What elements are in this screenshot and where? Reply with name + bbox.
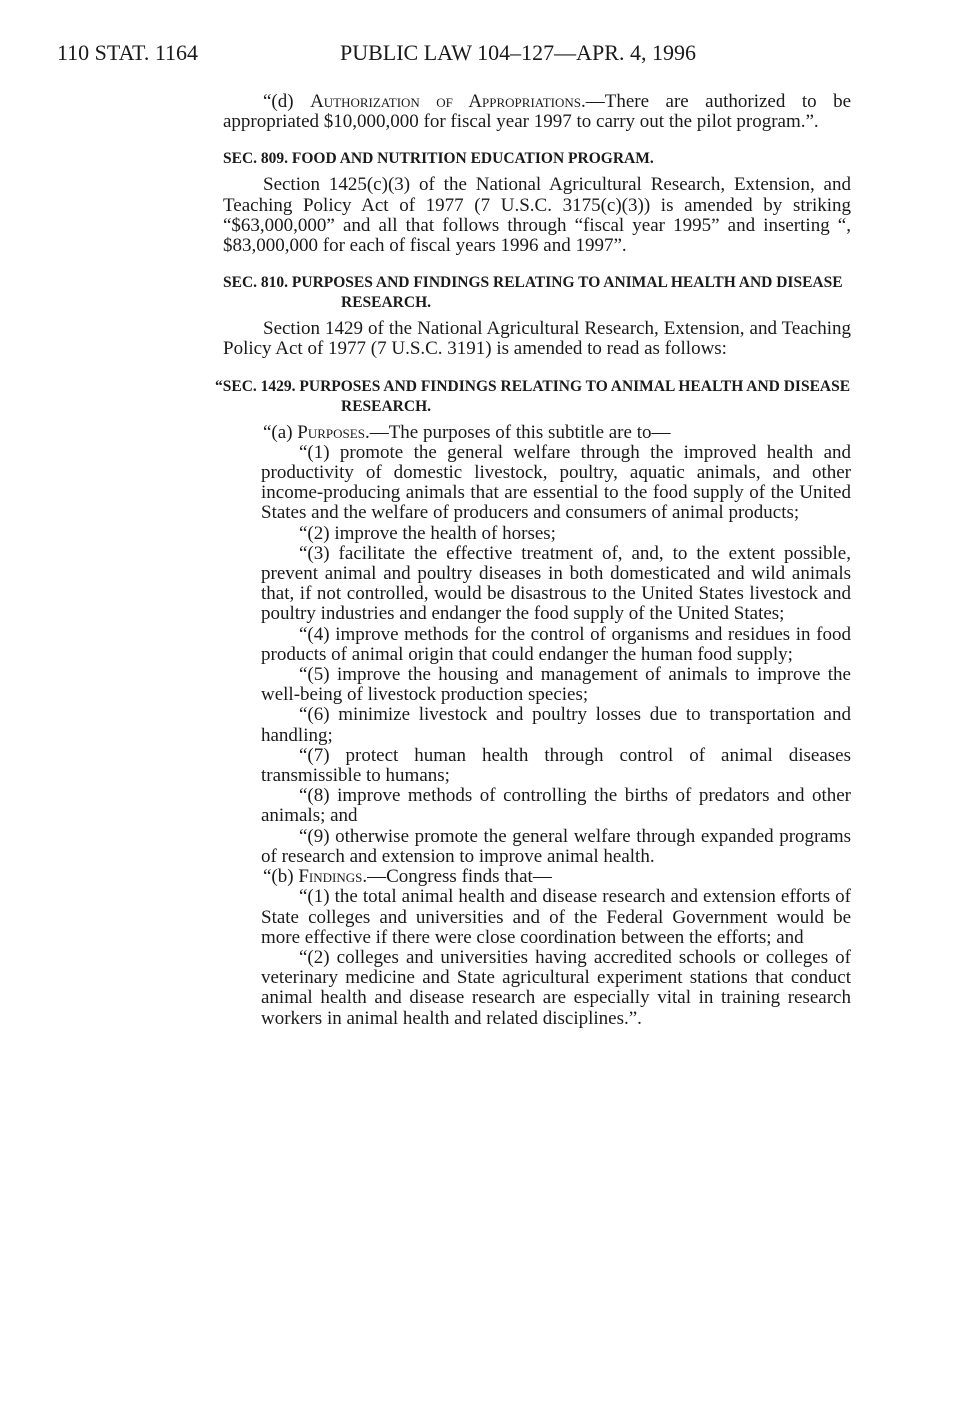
purposes-paragraph: “(a) Purposes.—The purposes of this subtitle are to— [263,421,671,443]
sec-810-heading: SEC. 810. PURPOSES AND FINDINGS RELATING TO ANIMAL HEALTH AND DISEASE RESEARCH. [223,274,843,312]
purposes-list [223,443,851,867]
page-number-header: 110 STAT. 1164 [57,40,199,65]
purpose-item: “(9) otherwise promote the general welfare through expanded programs of research and extension to improve animal health. [261,825,851,867]
purposes-heading: Purposes [297,421,365,443]
sec-809-heading: SEC. 809. FOOD AND NUTRITION EDUCATION PROGRAM. [223,150,654,168]
findings-list [223,887,851,1028]
purpose-item: “(2) improve the health of horses; [299,522,556,544]
findings-paragraph: “(b) Findings.—Congress finds that— [263,866,552,888]
purpose-item: “(5) improve the housing and management of animals to improve the well-being of livestock production species; [261,664,851,706]
subsection-d-paragraph: “(d) Authorization of Appropriations.—There are authorized to be appropriated $10,000,000 for fiscal year 1997 to carry out the pilot program.”. [223,91,852,133]
public-law-header: PUBLIC LAW 104–127—APR. 4, 1996 [340,40,696,65]
finding-item: “(2) colleges and universities having accredited schools or colleges of veterinary medicine and State agricultural experiment stations that conduct animal health and disease research are especially vital in training research workers in animal health and related disciplines.”. [261,946,851,1029]
subsection-d-heading: Authorization of Appropriations [310,91,582,112]
finding-item: “(1) the total animal health and disease research and extension efforts of State colleges and universities and of the Federal Government would be more effective if there were close coordination between the efforts; and [261,886,851,948]
findings-heading: Findings [298,866,363,888]
sec-810-text: Section 1429 of the National Agricultural Research, Extension, and Teaching Policy Act of 1977 (7 U.S.C. 3191) is amended to read as follows: [223,318,851,360]
sec-809-text: Section 1425(c)(3) of the National Agricultural Research, Extension, and Teaching Policy Act of 1977 (7 U.S.C. 3175(c)(3)) is amended by striking “$63,000,000” and all that follows through “fiscal year 1995” and inserting “, $83,000,000 for each of fiscal years 1996 and 1997”. [223,174,851,257]
purpose-item: “(8) improve methods of controlling the births of predators and other animals; and [261,785,851,827]
purpose-item: “(6) minimize livestock and poultry losses due to transportation and handling; [261,704,851,746]
purpose-item: “(3) facilitate the effective treatment of, and, to the extent possible, prevent animal and poultry diseases in both domesticated and wild animals that, if not controlled, would be disastrous to the United States livestock and poultry industries and endanger the food supply of the United States; [261,542,851,625]
purpose-item: “(1) promote the general welfare through the improved health and productivity of domestic livestock, poultry, aquatic animals, and other income-producing animals that are essential to the food supply of the United States and the welfare of producers and consumers of animal products; [261,441,851,524]
sec-1429-heading: “SEC. 1429. PURPOSES AND FINDINGS RELATING TO ANIMAL HEALTH AND DISEASE RESEARCH. [215,377,851,415]
purpose-item: “(4) improve methods for the control of organisms and residues in food products of animal origin that could endanger the human food supply; [261,623,851,665]
purpose-item: “(7) protect human health through control of animal diseases transmissible to humans; [261,744,851,787]
document-body [215,91,852,1029]
